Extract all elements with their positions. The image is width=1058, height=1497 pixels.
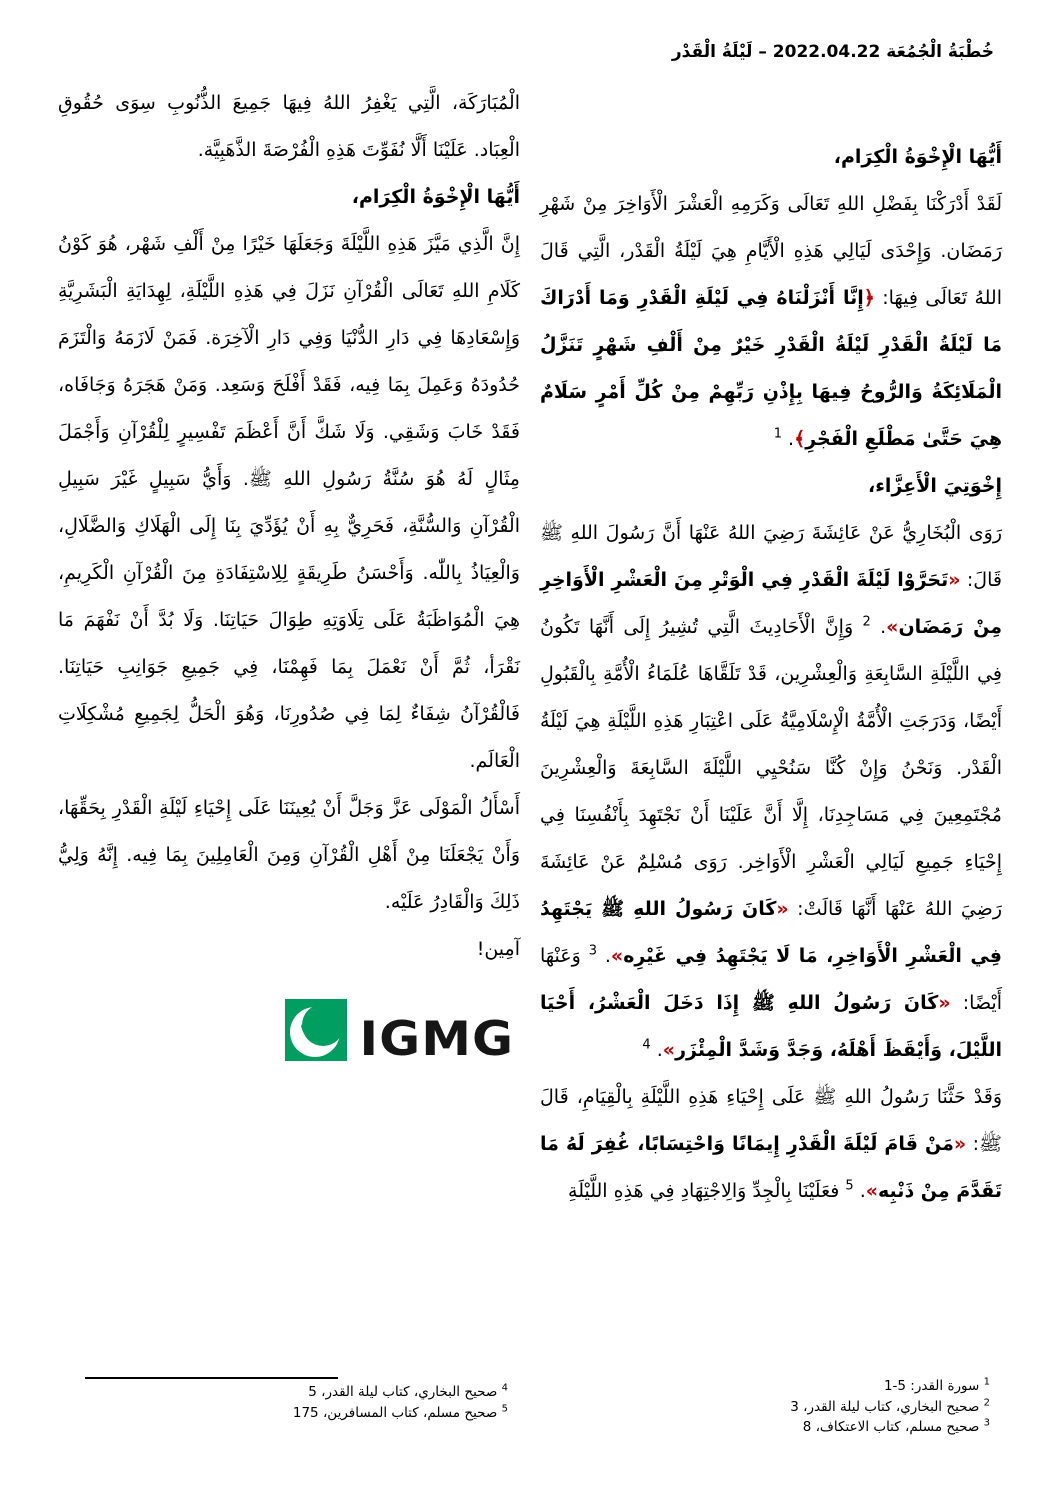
quote-close-mark: » <box>662 1039 676 1061</box>
footnote-number: 1 <box>983 1376 990 1388</box>
footnote <box>570 1417 990 1438</box>
column-left <box>58 80 520 1079</box>
hadith-quote: كَانَ رَسُولُ اللهِ ﷺ يَجْتَهِدُ فِي الْعَشْرِ الْأَوَاخِرِ، مَا لَا يَجْتَهِدُ فِي غَيْرِه <box>540 898 1002 967</box>
body-text: . <box>782 428 795 450</box>
footnote-ref: 2 <box>862 614 871 630</box>
footnote <box>58 1403 508 1424</box>
body-text: لَقَدْ أَدْرَكْنَا بِفَضْلِ اللهِ تَعَالَى وَكَرَمِهِ الْعَشْرَ الْأَوَاخِرَ مِنْ شَهْرِ رَمَضَان. وَإِحْدَى لَيَالِي هَذِهِ الْأَيَّامِ هِيَ لَيْلَةُ الْقَدْر، الَّتِي قَالَ اللهُ تَعَالَى فِيهَا: <box>540 193 1002 309</box>
quran-verse: إِنَّا أَنْزَلْنَاهُ فِي لَيْلَةِ الْقَدْرِ وَمَا أَدْرَاكَ مَا لَيْلَةُ الْقَدْرِ لَيْلَةُ الْقَدْرِ خَيْرٌ مِنْ أَلْفِ شَهْرٍ تَنَزَّلُ الْمَلَائِكَةُ وَالرُّوحُ فِيهَا بِإِذْنِ رَبِّهِمْ مِنْ كُلِّ أَمْرٍ سَلَامٌ هِيَ حَتَّىٰ مَطْلَعِ الْفَجْرِ <box>540 287 1002 450</box>
paragraph <box>540 1074 1002 1215</box>
body-text: وَعَنْهَا أَيْضًا: <box>540 945 1002 1014</box>
quote-open-mark: « <box>953 1133 967 1155</box>
body-text: . <box>650 1039 663 1061</box>
verse-close-bracket: ﴾ <box>794 428 806 450</box>
footnote-ref: 5 <box>845 1178 854 1194</box>
paragraph: أَسْأَلُ الْمَوْلَى عَزَّ وَجَلَّ أَنْ يُعِينَنَا عَلَى إِحْيَاءِ لَيْلَةِ الْقَدْرِ بِحَقِّهَا، وَأَنْ يَجْعَلَنَا مِنْ أَهْلِ الْقُرْآنِ وَمِنَ الْعَامِلِينَ بِمَا فِيه. إِنَّهُ وَلِيُّ ذَلِكَ وَالْقَادِرُ عَلَيْه. <box>58 797 520 913</box>
body-text: . <box>853 1180 866 1202</box>
footnote-ref: 1 <box>773 426 782 442</box>
footnote-text: صحيح البخاري، كتاب ليلة القدر، 3 <box>790 1398 980 1415</box>
quote-close-mark: » <box>610 945 624 967</box>
section-heading: أَيُّهَا الْإِخْوَةُ الْكِرَام، <box>351 186 520 208</box>
quote-close-mark: » <box>886 616 899 638</box>
body-text: . <box>596 945 611 967</box>
footnote <box>570 1397 990 1418</box>
footnote-number: 5 <box>501 1403 508 1414</box>
hadith-quote: مَنْ قَامَ لَيْلَةَ الْقَدْرِ إِيمَانًا وَاحْتِسَابًا، غُفِرَ لَهُ مَا تَقَدَّمَ مِنْ ذَنْبِه <box>540 1133 1002 1202</box>
footnote-separator <box>85 1377 338 1379</box>
paragraph: الْمُبَارَكَة، الَّتِي يَغْفِرُ اللهُ فِيهَا جَمِيعَ الذُّنُوبِ سِوَى حُقُوقِ الْعِبَاد. عَلَيْنَا أَلَّا نُفَوِّتَ هَذِهِ الْفُرْصَةَ الذَّهَبِيَّة. <box>58 92 520 161</box>
body-text: وَقَدْ حَثَّنَا رَسُولُ اللهِ ﷺ عَلَى إِحْيَاءِ هَذِهِ اللَّيْلَةِ بِالْقِيَامِ، قَالَ ﷺ: <box>540 1086 1002 1155</box>
footnote-text: صحيح مسلم، كتاب المسافرين، 175 <box>292 1404 498 1421</box>
footnote-number: 3 <box>983 1417 990 1429</box>
paragraph: إِنَّ الَّذِي مَيَّزَ هَذِهِ اللَّيْلَةَ وَجَعَلَهَا خَيْرًا مِنْ أَلْفِ شَهْر، هُوَ كَوْنُ كَلَامِ اللهِ تَعَالَى الْقُرْآنِ نَزَلَ فِي هَذِهِ اللَّيْلَةِ، لِهِدَايَةِ الْبَشَرِيَّةِ وَإِسْعَادِهَا فِي دَارِ الدُّنْيَا وَفِي دَارِ الْآخِرَة. فَمَنْ لَازَمَهُ وَالْتَزَمَ حُدُودَهُ وَعَمِلَ بِمَا فِيه، فَقَدْ أَفْلَحَ وَسَعِد. وَمَنْ هَجَرَهُ وَجَافَاه، فَقَدْ خَابَ وَشَقِي. وَلَا شَكَّ أَنَّ أَعْظَمَ تَفْسِيرٍ لِلْقُرْآنِ وَأَجْمَلَ مِثَالٍ لَهُ هُوَ سُنَّةُ رَسُولِ اللهِ ﷺ. وَأَيُّ سَبِيلٍ غَيْرَ سَبِيلِ الْقُرْآنِ وَالسُّنَّةِ، فَحَرِيٌّ بِهِ أَنْ يُؤَدِّيَ بِنَا إِلَى الْهَلَاكِ وَالضَّلَالِ، وَالْعِيَاذُ بِاللّٰه. وَأَحْسَنُ طَرِيقَةٍ لِلِاسْتِفَادَةِ مِنَ الْقُرْآنِ الْكَرِيمِ، هِيَ الْمُوَاظَبَةُ عَلَى تِلَاوَتِهِ طِوَالَ حَيَاتِنَا. وَلَا بُدَّ أَنْ نَفْهَمَ مَا نَقْرَأ، ثُمَّ أَنْ نَعْمَلَ بِمَا فَهِمْنَا، فِي جَمِيعِ جَوَانِبِ حَيَاتِنَا. فَالْقُرْآنُ شِفَاءٌ لِمَا فِي صُدُورِنَا، وَهُوَ الْحَلُّ لِجَمِيعِ مُشْكِلَاتِ الْعَالَم. <box>58 233 520 772</box>
igmg-logo <box>285 999 514 1079</box>
column-right <box>540 134 1002 1215</box>
footnote-number: 4 <box>501 1382 508 1394</box>
paragraph <box>540 181 1002 463</box>
amin-line: آمِين! <box>476 938 520 960</box>
verse-open-bracket: ﴿ <box>863 287 875 309</box>
paragraph <box>540 510 1002 1074</box>
footnotes-right <box>570 1376 990 1438</box>
igmg-wordmark: IGMG <box>359 1011 514 1067</box>
footnote-ref: 4 <box>642 1037 651 1053</box>
quote-open-mark: « <box>776 898 789 920</box>
footnote-text: صحيح مسلم، كتاب الاعتكاف، 8 <box>802 1419 980 1435</box>
footnote-number: 2 <box>983 1397 990 1408</box>
igmg-crescent-europe-icon <box>285 999 347 1079</box>
footnotes-left <box>58 1382 508 1423</box>
footnote-text: صحيح البخاري، كتاب ليلة القدر، 5 <box>308 1384 498 1400</box>
quote-open-mark: « <box>948 569 961 591</box>
body-text: فعَلَيْنَا بِالْجِدِّ وَالِاجْتِهَادِ فِي هَذِهِ اللَّيْلَةِ <box>568 1180 846 1202</box>
section-heading: أَيُّهَا الْإِخْوَةُ الْكِرَام، <box>833 146 1002 168</box>
quote-close-mark: » <box>865 1180 879 1202</box>
section-heading: إِخْوَتِيَ الْأَعِزَّاء، <box>868 475 1002 497</box>
body-text: رَوَى الْبُخَارِيُّ عَنْ عَائِشَةَ رَضِيَ اللهُ عَنْهَا أَنَّ رَسُولَ اللهِ ﷺ قَالَ: <box>540 522 1002 591</box>
footnote-text: سورة القدر: 5-1 <box>883 1378 980 1394</box>
footnote <box>58 1382 508 1403</box>
quote-open-mark: « <box>938 992 951 1014</box>
body-text: . <box>870 616 887 638</box>
page-header: خُطْبَةُ الْجُمُعَة 2022.04.22 – لَيْلَةُ الْقَدْر <box>671 42 994 62</box>
hadith-quote: كَانَ رَسُولُ اللهِ ﷺ إِذَا دَخَلَ الْعَشْرُ، أَحْيَا اللَّيْلَ، وَأَيْقَظَ أَهْلَهُ، وَجَدَّ وَشَدَّ الْمِئْزَر <box>540 992 1002 1061</box>
footnote <box>570 1376 990 1397</box>
body-text: وَإِنَّ الْأَحَادِيثَ الَّتِي تُشِيرُ إِلَى أَنَّهَا تَكُونُ فِي اللَّيْلَةِ السَّابِعَةِ وَالْعِشْرِين، قَدْ تَلَقَّاهَا عُلَمَاءُ الْأُمَّةِ بِالْقَبُولِ أَيْضًا، وَدَرَجَتِ الْأُمَّةُ الْإِسْلَامِيَّةُ عَلَى اعْتِبَارِ هَذِهِ اللَّيْلَةِ هِيَ لَيْلَةُ الْقَدْر. وَنَحْنُ وَإِنْ كُنَّا سَنُحْيِي اللَّيْلَةَ السَّابِعَةَ وَالْعِشْرِينَ مُجْتَمِعِينَ فِي مَسَاجِدِنَا، إِلَّا أَنَّ عَلَيْنَا أَنْ نَجْتَهِدَ بِأَنْفُسِنَا فِي إِحْيَاءِ جَمِيعِ لَيَالِي الْعَشْرِ الْأَوَاخِر. رَوَى مُسْلِمٌ عَنْ عَائِشَةَ رَضِيَ اللهُ عَنْهَا أَنَّهَا قَالَتْ: <box>540 616 1002 920</box>
hadith-quote: تَحَرَّوْا لَيْلَةَ الْقَدْرِ فِي الْوَتْرِ مِنَ الْعَشْرِ الْأَوَاخِرِ مِنْ رَمَضَان <box>540 569 1002 638</box>
footnote-ref: 3 <box>588 943 597 959</box>
